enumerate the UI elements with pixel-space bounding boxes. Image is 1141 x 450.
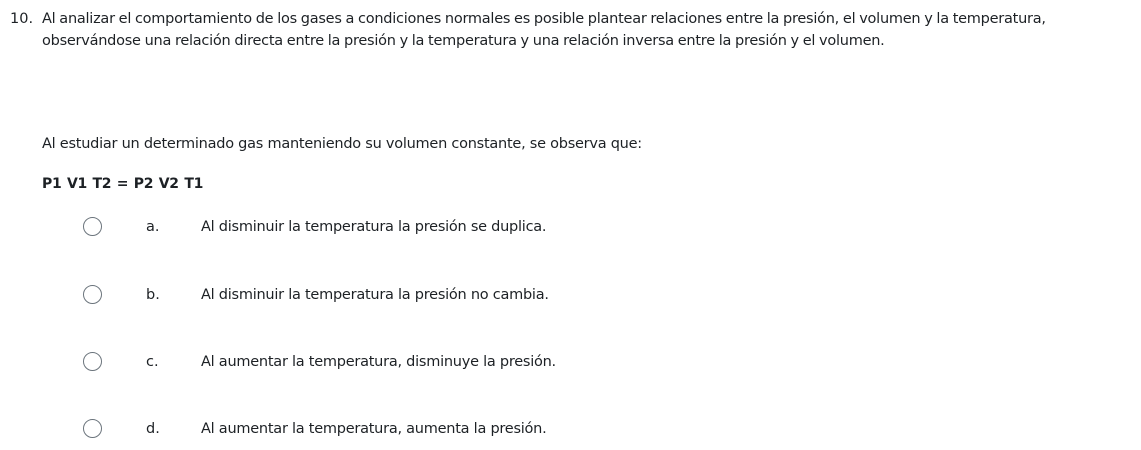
- answer-option-c[interactable]: [80, 348, 700, 378]
- answer-option-b[interactable]: [80, 281, 700, 311]
- radio-button-a[interactable]: [83, 217, 102, 236]
- option-letter: a.: [146, 219, 160, 235]
- answer-option-a[interactable]: [80, 213, 700, 243]
- option-text[interactable]: Al aumentar la temperatura, aumenta la presión.: [201, 421, 547, 437]
- option-letter: b.: [146, 287, 160, 303]
- option-letter: c.: [146, 354, 159, 370]
- question-stem: Al estudiar un determinado gas manteniendo su volumen constante, se observa que:: [42, 136, 642, 152]
- question-formula: P1 V1 T2 = P2 V2 T1: [42, 176, 204, 192]
- question-intro: Al analizar el comportamiento de los gases a condiciones normales es posible plantear relaciones entre la presión, el volumen y la temperatura, observándose una relación directa entre la presión y la temperatura y una relación inversa entre la presión y el volumen.: [42, 11, 1046, 49]
- option-letter: d.: [146, 421, 160, 437]
- option-text[interactable]: Al disminuir la temperatura la presión se duplica.: [201, 219, 547, 235]
- option-text[interactable]: Al aumentar la temperatura, disminuye la presión.: [201, 354, 556, 370]
- question-number: 10.: [10, 11, 34, 27]
- radio-button-d[interactable]: [83, 419, 102, 438]
- radio-button-c[interactable]: [83, 352, 102, 371]
- answer-option-d[interactable]: [80, 415, 700, 445]
- option-text[interactable]: Al disminuir la temperatura la presión no cambia.: [201, 287, 549, 303]
- radio-button-b[interactable]: [83, 285, 102, 304]
